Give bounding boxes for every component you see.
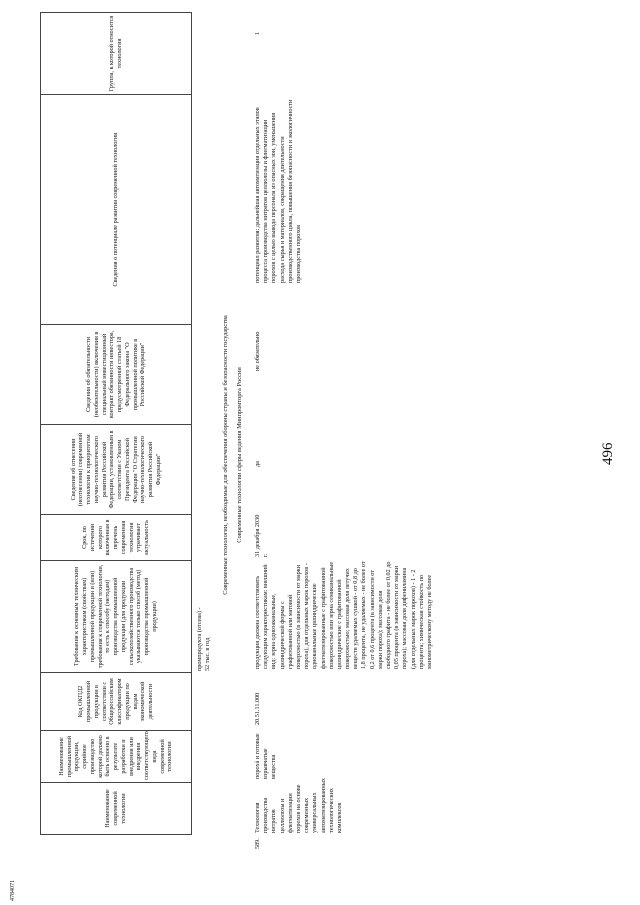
header-technology: Наименование современной технологии	[41, 783, 192, 835]
header-priority: Сведения об отнесении (неотнесении) современной технологии к приоритетам научно-технологического развития Российской Федерации, установленным в соответствии с Указом Президента Российской Федерации "О Стратегии научно-технологического развития Российской Федерации"	[41, 425, 192, 515]
header-okpd2: Код ОКПД2 промышленной продукции в соответствии с Общероссийским классификатором продукции по видам экономической деятельности	[41, 673, 192, 731]
header-term: Срок, по истечении которого включенная в перечень современная технология утрачивает актуальность	[41, 515, 192, 561]
header-potential: Сведения о потенциале развития современной технологии	[41, 95, 192, 325]
row-technology: Технология производства нитратов целлюлозы и флегматизации порохов на основе современных универсальных автоматизированных технологических комплексов	[254, 778, 343, 833]
row-term: 31 декабря 2030 г.	[254, 514, 270, 557]
row-mandatory: не обязательно	[254, 331, 261, 371]
previous-row-tail	[196, 551, 212, 671]
header-table	[40, 12, 192, 835]
section-title: Современные технологии, необходимые для обеспечения обороны страны и безопасности государства	[222, 315, 229, 595]
document-id: 4784071	[10, 880, 16, 901]
header-product: Наименование промышленной продукции, серийное производство которой должно быть освоено в результате разработки и внедрения или внедрения соответствующего вида современной технологии	[41, 731, 192, 783]
row-requirements: продукция должна соответствовать следующим характеристикам: внешний вид: зерна однозаканальные, цилиндрической формы с графитованной или матовой поверхностью (в зависимости от марки пороха), для отдельных марок порохов - одноканальные цилиндрические флегматизированные с графитованной поверхностью или зерна семиканальные цилиндрические с графитованной поверхностью; массовая доля летучих веществ удаляемых сушкой - от 0,8 до 1,8 процента, не удаляемых - не более от 0,2 от 0,6 процента (в зависимости от марки пороха); массовая доля свободного графита - не более от 0,02 до 0,05 процента (в зависимости от марки пороха); массовая доля дифениламина (для отдельных марок порохов) - 1 - 2 процента; химическая стойкость по манометрическому методу не более	[254, 561, 433, 669]
tail-line-2: 52 тыс. в год	[203, 637, 211, 671]
page-number: 496	[600, 442, 616, 465]
row-priority: да	[254, 461, 261, 467]
row-number: 589.	[254, 838, 261, 849]
header-requirements: Требования к основным техническим характеристикам (свойствам) промышленной продукции и (или) требования к современной технологии, то есть к способу (методам) производства промышленной продукции (для продукции сельскохозяйственного производства указываются только способ (метод) производства промышленной продукции)	[41, 561, 192, 673]
subsection-title: Современные технологии сферы ведения Минпромторга России	[236, 367, 243, 543]
row-potential: потенциал развития: дальнейшая автоматизация отдельных этапов процесса производства нитратов целлюлозы и флегматизации порохов с целью вывода персонала из опасных зон, уменьшения расхода сырья и материалов, сокращения длительности производственного цикла, повышения безопасности и экологичности производства порохов	[254, 99, 302, 283]
row-product: порохá и готовые взрывчатые вещества	[254, 733, 278, 779]
row-okpd2: 20.51.11.000	[254, 692, 261, 725]
row-group: 1	[254, 31, 261, 35]
tail-line-1: промпродукта (отсева) -	[196, 607, 203, 671]
header-group: Группа, к которой относится технология	[41, 13, 192, 95]
header-mandatory: Сведения об обязательности (необязательности) включения в специальный инвестиционный контракт обязанности инвестора, предусмотренной статьей 18 Федерального закона "О промышленной политике в Российской Федерации"	[41, 325, 192, 425]
